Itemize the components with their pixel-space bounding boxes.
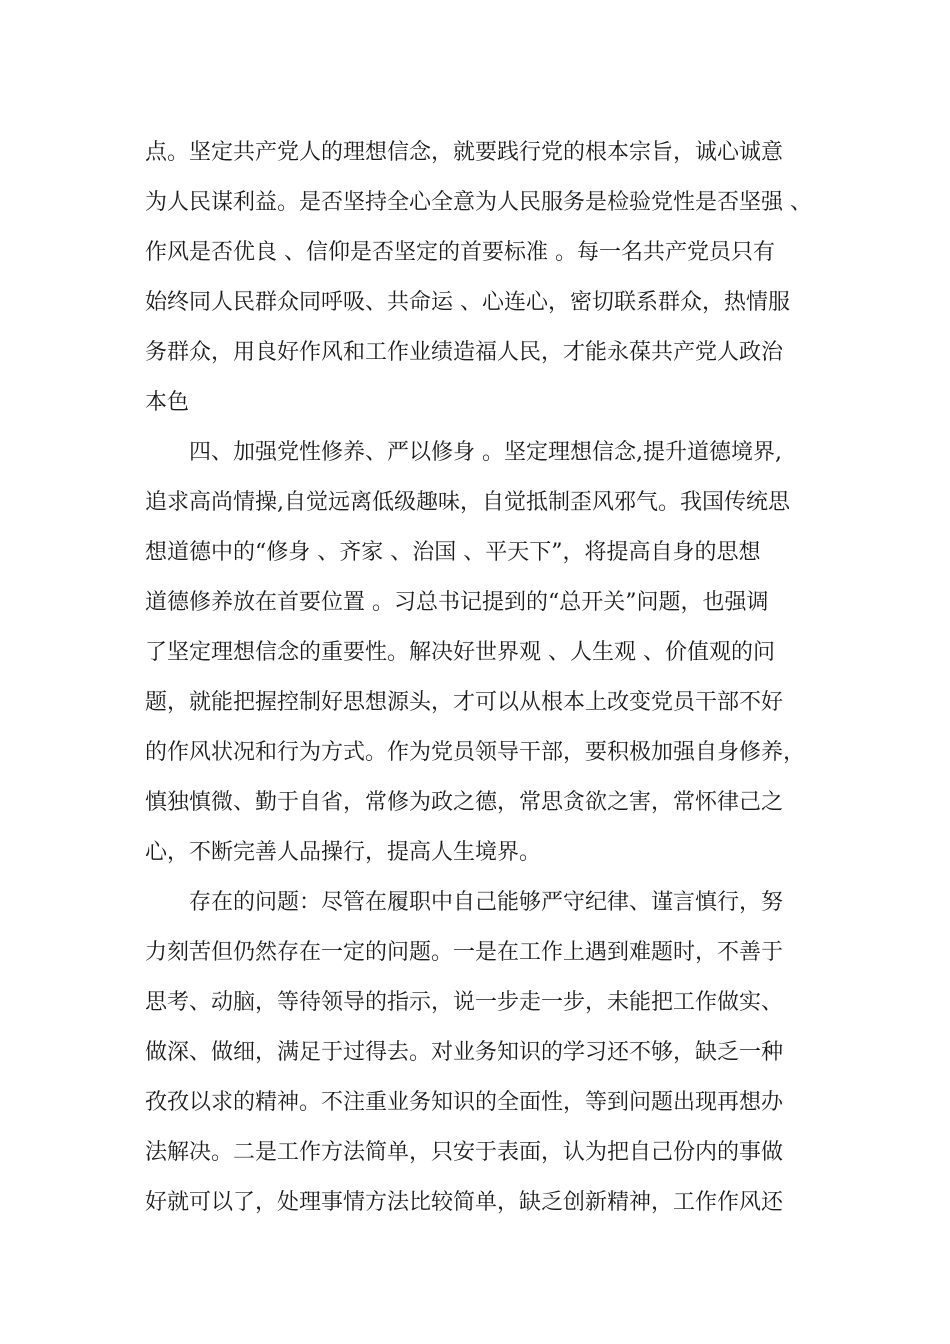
text-line: 好就可以了，处理事情方法比较简单，缺乏创新精神，工作作风还: [145, 1190, 784, 1215]
text-line: 四、加强党性修养、严以修身 。坚定理想信念,提升道德境界,: [189, 440, 782, 465]
text-line: 道德修养放在首要位置 。习总书记提到的“总开关”问题，也强调: [145, 590, 769, 615]
text-line: 作风是否优良 、信仰是否坚定的首要标准 。每一名共产党员只有: [145, 240, 775, 265]
text-line: 想道德中的“修身 、齐家 、治国 、平天下”，将提高自身的思想: [145, 540, 761, 565]
text-line: 为人民谋利益。是否坚持全心全意为人民服务是检验党性是否坚强 、: [145, 190, 812, 215]
text-line: 思考、动脑，等待领导的指示，说一步走一步，未能把工作做实、: [145, 990, 784, 1015]
text-line: 孜孜以求的精神。不注重业务知识的全面性，等到问题出现再想办: [145, 1090, 784, 1115]
text-line: 心，不断完善人品操行，提高人生境界。: [145, 840, 542, 865]
text-line: 题，就能把握控制好思想源头，才可以从根本上改变党员干部不好: [145, 690, 784, 715]
text-line: 始终同人民群众同呼吸、共命运 、心连心，密切联系群众，热情服: [145, 290, 790, 315]
text-line: 点。坚定共产党人的理想信念，就要践行党的根本宗旨，诚心诚意: [145, 140, 784, 165]
text-line: 本色: [145, 390, 190, 415]
text-line: 的作风状况和行为方式。作为党员领导干部，要积极加强自身修养，: [145, 740, 806, 765]
text-line: 做深、做细，满足于过得去。对业务知识的学习还不够，缺乏一种: [145, 1040, 784, 1065]
text-line: 务群众，用良好作风和工作业绩造福人民，才能永葆共产党人政治: [145, 340, 784, 365]
text-line: 法解决。二是工作方法简单，只安于表面，认为把自己份内的事做: [145, 1140, 784, 1165]
text-line: 了坚定理想信念的重要性。解决好世界观 、人生观 、价值观的问: [145, 640, 775, 665]
text-line: 存在的问题：尽管在履职中自己能够严守纪律、谨言慎行，努: [189, 890, 784, 915]
document-body: [145, 132, 835, 1232]
text-line: 慎独慎微、勤于自省，常修为政之德，常思贪欲之害，常怀律己之: [145, 790, 784, 815]
text-line: 追求高尚情操,自觉远离低级趣味，自觉抵制歪风邪气。我国传统思: [145, 490, 790, 515]
text-line: 力刻苦但仍然存在一定的问题。一是在工作上遇到难题时，不善于: [145, 940, 784, 965]
